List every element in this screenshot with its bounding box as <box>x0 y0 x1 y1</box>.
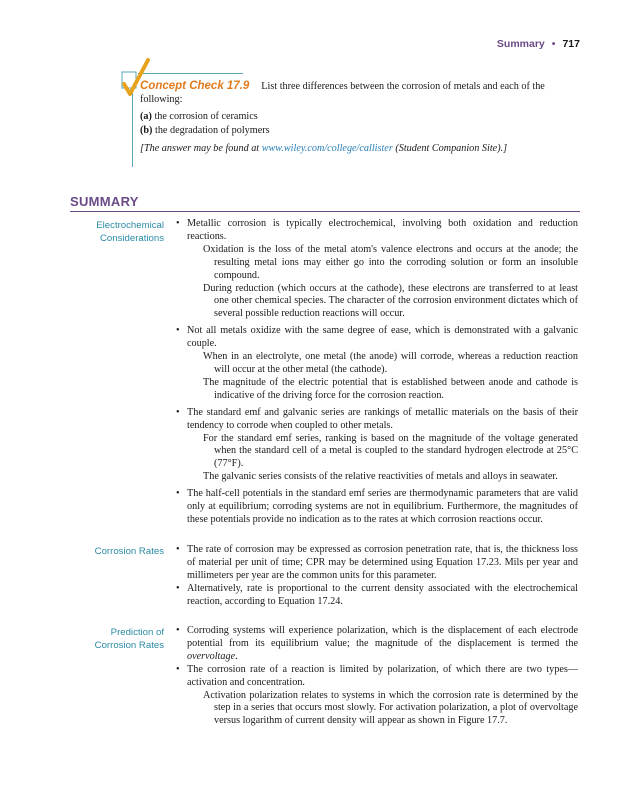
bullet-text: Corroding systems will experience polarization, which is the displacement of each electrode potential from its equilibrium value; the magnitude of the displacement is termed the <box>187 625 578 649</box>
bullet: • The standard emf and galvanic series are rankings of metallic materials on the basis of their tendency to corrode when coupled to other metals. <box>176 407 578 433</box>
item-text: the degradation of polymers <box>155 124 270 136</box>
section-electrochemical <box>176 218 578 527</box>
bullet: • Alternatively, rate is proportional to the current density associated with the electrochemical reaction, according to Equation 17.24. <box>176 583 578 609</box>
side-label-line: Corrosion Rates <box>94 640 164 651</box>
answer-link[interactable]: www.wiley.com/college/callister <box>261 142 393 154</box>
running-head-section: Summary <box>496 38 545 50</box>
concept-check-title: Concept Check 17.9 <box>140 80 250 92</box>
answer-suffix: (Student Companion Site).] <box>392 142 508 154</box>
bullet: • The rate of corrosion may be expressed as corrosion penetration rate, that is, the thickness loss of material per unit of time; CPR may be determined using Equation 17.23. Mils per year and millimeters per year are the common units for this parameter. <box>176 544 578 583</box>
concept-check-question: List three differences between the corrosion of metals and each of the following: <box>140 81 545 106</box>
bullet-text: . <box>235 650 238 662</box>
bullet: • Metallic corrosion is typically electrochemical, involving both oxidation and reduction reactions. <box>176 218 578 244</box>
concept-check-answer <box>140 142 580 155</box>
sub-point: During reduction (which occurs at the cathode), these electrons are transferred to at least one other chemical species. The character of the corrosion environment dictates which of several possible reduction reactions will occur. <box>203 282 578 320</box>
section-prediction <box>176 625 578 728</box>
side-label-line: Considerations <box>100 233 164 244</box>
term-overvoltage: overvoltage <box>187 650 236 662</box>
summary-rule <box>70 211 580 212</box>
side-label-prediction <box>60 626 164 652</box>
bullet <box>176 625 578 664</box>
concept-check <box>140 80 580 155</box>
summary-heading: SUMMARY <box>70 194 139 209</box>
concept-check-item <box>140 124 580 137</box>
sub-point: The magnitude of the electric potential that is established between anode and cathode is indicative of the driving force for the corrosion reaction. <box>203 376 578 401</box>
section-corrosion-rates <box>176 544 578 609</box>
sub-point: The galvanic series consists of the relative reactivities of metals and alloys in seawater. <box>203 471 558 483</box>
sub-point: When in an electrolyte, one metal (the anode) will corrode, whereas a reduction reaction will occur at the other metal (the cathode). <box>203 351 578 375</box>
concept-check-question-line <box>140 80 580 106</box>
sub-point: Oxidation is the loss of the metal atom's valence electrons and occurs at the anode; the resulting metal ions may either go into the corroding solution or form an insoluble compound. <box>203 243 578 281</box>
sub-point: Activation polarization relates to systems in which the corrosion rate is determined by the step in a series that occurs most slowly. For activation polarization, a plot of overvoltage versus logarithm of current density will appear as shown in Figure 17.7. <box>203 689 578 727</box>
bullet: • The half-cell potentials in the standard emf series are thermodynamic parameters that are valid only at equilibrium; corroding systems are not in equilibrium. Furthermore, the magnitudes of these potentials provide no indication as to the rates at which corrosion reactions occur. <box>176 488 578 527</box>
running-head <box>497 38 580 50</box>
bullet: • Not all metals oxidize with the same degree of ease, which is demonstrated with a galvanic couple. <box>176 325 578 351</box>
concept-check-top-rule <box>138 73 243 74</box>
running-head-separator: • <box>551 38 556 50</box>
sub-point: For the standard emf series, ranking is based on the magnitude of the voltage generated when the standard cell of a metal is coupled to the standard hydrogen electrode at 25°C (77°F). <box>203 432 578 470</box>
side-label-line: Prediction of <box>110 627 164 638</box>
side-label-line: Electrochemical <box>96 220 164 231</box>
side-label-line: Corrosion Rates <box>94 546 164 557</box>
side-label-corrosion-rates <box>60 545 164 558</box>
side-label-electrochemical <box>60 219 164 245</box>
answer-prefix: [The answer may be found at <box>140 142 262 154</box>
item-text: the corrosion of ceramics <box>154 111 258 123</box>
item-label: (a) <box>140 111 152 123</box>
bullet: • The corrosion rate of a reaction is limited by polarization, of which there are two types—activation and concentration. <box>176 664 578 690</box>
concept-check-item <box>140 110 580 123</box>
item-label: (b) <box>140 124 153 136</box>
page-number: 717 <box>562 38 580 50</box>
